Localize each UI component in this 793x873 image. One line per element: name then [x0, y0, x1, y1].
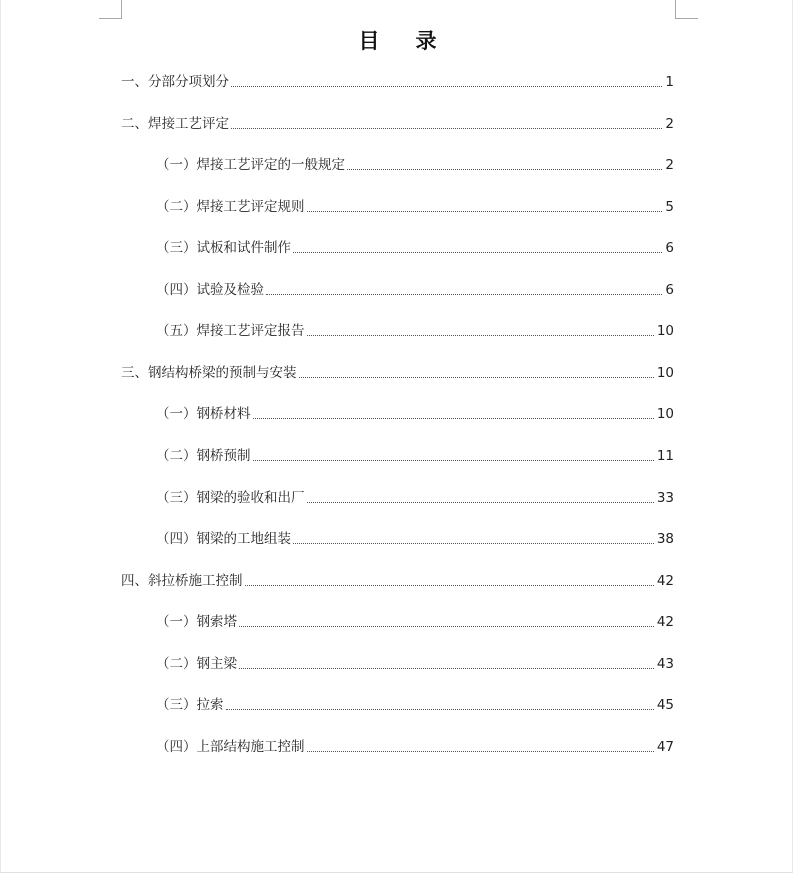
toc-entry[interactable] — [156, 529, 674, 549]
toc-dot-leader — [307, 501, 654, 503]
toc-entry[interactable] — [156, 155, 674, 175]
toc-entry[interactable] — [156, 612, 674, 632]
toc-dot-leader — [231, 127, 662, 129]
toc-page-number: 2 — [665, 157, 674, 173]
toc-page-number: 6 — [665, 282, 674, 298]
toc-page-number: 45 — [656, 697, 674, 713]
toc-page-number: 43 — [656, 656, 674, 672]
toc-entry-text: （三）钢梁的验收和出厂 — [156, 490, 305, 506]
toc-entry-text: （二）钢桥预制 — [156, 448, 251, 464]
toc-dot-leader — [239, 625, 654, 627]
toc-entry-text: （三）拉索 — [156, 697, 224, 713]
toc-entry[interactable] — [156, 654, 674, 674]
toc-dot-leader — [307, 334, 654, 336]
toc-entry-text: 一、分部分项划分 — [121, 74, 229, 90]
toc-entry-text: （一）钢桥材料 — [156, 406, 251, 422]
toc-page-number: 10 — [656, 406, 674, 422]
toc-entry-text: 二、焊接工艺评定 — [121, 116, 229, 132]
toc-entry[interactable] — [156, 488, 674, 508]
toc-dot-leader — [293, 542, 654, 544]
toc-page-number: 5 — [665, 199, 674, 215]
toc-entry[interactable] — [121, 571, 674, 591]
toc-entry-text: （四）试验及检验 — [156, 282, 264, 298]
toc-dot-leader — [307, 210, 663, 212]
toc-page-number: 33 — [656, 490, 674, 506]
toc-page-number: 10 — [656, 365, 674, 381]
toc-entry[interactable] — [121, 363, 674, 383]
toc-dot-leader — [293, 251, 662, 253]
toc-entry-text: （五）焊接工艺评定报告 — [156, 323, 305, 339]
toc-page-number: 2 — [665, 116, 674, 132]
toc-entry[interactable] — [121, 72, 674, 92]
toc-entry-text: （三）试板和试件制作 — [156, 240, 291, 256]
toc-entry-text: 三、钢结构桥梁的预制与安装 — [121, 365, 297, 381]
toc-entry-text: （一）焊接工艺评定的一般规定 — [156, 157, 345, 173]
toc-entry-text: 四、斜拉桥施工控制 — [121, 573, 243, 589]
toc-title: 目录 — [358, 29, 473, 53]
toc-entry-text: （二）焊接工艺评定规则 — [156, 199, 305, 215]
toc-entry[interactable] — [156, 695, 674, 715]
toc-dot-leader — [226, 708, 654, 710]
toc-page-number: 1 — [665, 74, 674, 90]
toc-entry[interactable] — [156, 321, 674, 341]
toc-entry[interactable] — [156, 197, 674, 217]
toc-entry[interactable] — [156, 280, 674, 300]
toc-entry-text: （四）上部结构施工控制 — [156, 739, 305, 755]
toc-dot-leader — [253, 417, 654, 419]
toc-entry[interactable] — [121, 114, 674, 134]
toc-entry[interactable] — [156, 238, 674, 258]
toc-entry[interactable] — [156, 404, 674, 424]
toc-page-number: 47 — [656, 739, 674, 755]
toc-page-number: 38 — [656, 531, 674, 547]
toc-dot-leader — [266, 293, 662, 295]
toc-dot-leader — [347, 168, 662, 170]
toc-entry[interactable] — [156, 446, 674, 466]
toc-page-number: 42 — [656, 614, 674, 630]
toc-page-number: 42 — [656, 573, 674, 589]
toc-dot-leader — [299, 376, 654, 378]
toc-entry-text: （四）钢梁的工地组装 — [156, 531, 291, 547]
table-of-contents — [1, 0, 793, 873]
toc-entry[interactable] — [156, 737, 674, 757]
toc-entry-text: （二）钢主梁 — [156, 656, 237, 672]
toc-page-number: 6 — [665, 240, 674, 256]
toc-dot-leader — [245, 584, 654, 586]
toc-dot-leader — [307, 750, 654, 752]
toc-dot-leader — [253, 459, 654, 461]
toc-dot-leader — [239, 667, 654, 669]
toc-entry-text: （一）钢索塔 — [156, 614, 237, 630]
toc-dot-leader — [231, 85, 662, 87]
toc-page-number: 11 — [656, 448, 674, 464]
toc-page-number: 10 — [656, 323, 674, 339]
